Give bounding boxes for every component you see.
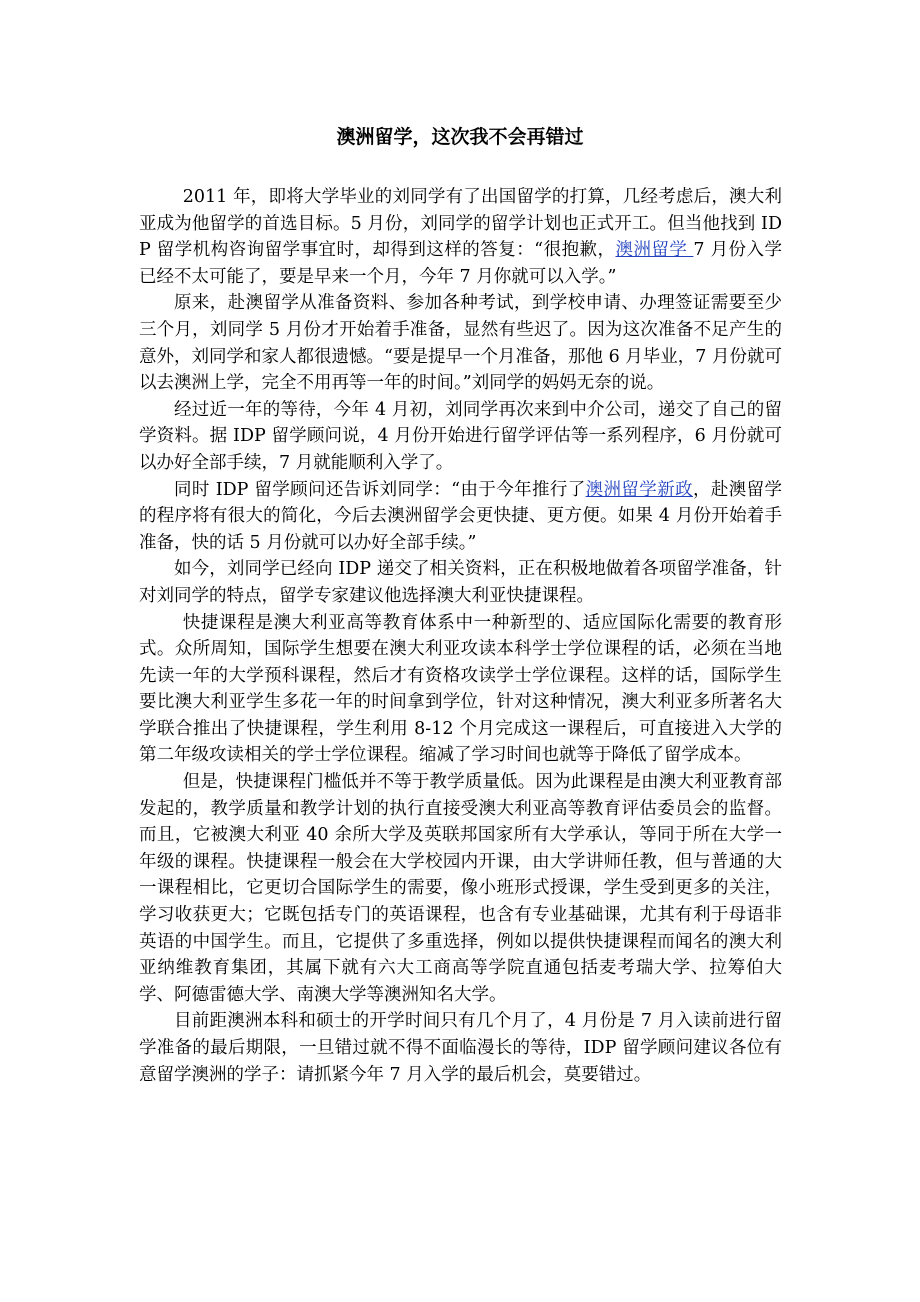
article-body: [139, 184, 782, 1088]
link-australia-study[interactable]: 澳洲留学: [615, 240, 694, 261]
paragraph-4: [139, 477, 782, 557]
link-australia-new-policy[interactable]: 澳洲留学新政: [585, 479, 693, 500]
paragraph-7: 但是，快捷课程门槛低并不等于教学质量低。因为此课程是由澳大利亚教育部发起的，教学质量和教学计划的执行直接受澳大利亚高等教育评估委员会的监督。而且，它被澳大利亚 40 余所大学及英联邦国家所有大学承认，等同于所在大学一年级的课程。快捷课程一般会在大学校园内开课，由大学讲师任教，但与普通的大一课程相比，它更切合国际学生的需要，像小班形式授课，学生受到更多的关注，学习收获更大；它既包括专门的英语课程，也含有专业基础课，尤其有利于母语非英语的中国学生。而且，它提供了多重选择，例如以提供快捷课程而闻名的澳大利亚纳维教育集团，其属下就有六大工商高等学院直通包括麦考瑞大学、拉筹伯大学、阿德雷德大学、南澳大学等澳洲知名大学。: [139, 772, 782, 1005]
paragraph-4-text-after: ，赴澳留学的程序将有很大的简化，今后去澳洲留学会更快捷、更方便。如果 4 月份开始着手准备，快的话 5 月份就可以办好全部手续。”: [139, 479, 783, 553]
paragraph-1-text-after: 7 月份入学已经不太可能了，要是早来一个月，今年 7 月你就可以入学。”: [139, 240, 783, 287]
paragraph-2: 原来，赴澳留学从准备资料、参加各种考试，到学校申请、办理签证需要至少三个月，刘同学 5 月份才开始着手准备，显然有些迟了。因为这次准备不足产生的意外，刘同学和家人都很遗憾。“要是提早一个月准备，那他 6 月毕业，7 月份就可以去澳洲上学，完全不用再等一年的时间。”刘同学的妈妈无奈的说。: [139, 293, 782, 394]
page-title: 澳洲留学，这次我不会再错过: [336, 126, 584, 148]
paragraph-1: [139, 184, 782, 290]
paragraph-8: 目前距澳洲本科和硕士的开学时间只有几个月了，4 月份是 7 月入读前进行留学准备的最后期限，一旦错过就不得不面临漫长的等待，IDP 留学顾问建议各位有意留学澳洲的学子：请抓紧今年 7 月入学的最后机会，莫要错过。: [139, 1011, 782, 1085]
paragraph-1-text-before: 2011 年，即将大学毕业的刘同学有了出国留学的打算，几经考虑后，澳大利亚成为他留学的首选目标。5 月份，刘同学的留学计划也正式开工。但当他找到 IDP 留学机构咨询留学事宜时，却得到这样的答复：“很抱歉，: [139, 187, 782, 261]
paragraph-6: 快捷课程是澳大利亚高等教育体系中一种新型的、适应国际化需要的教育形式。众所周知，国际学生想要在澳大利亚攻读本科学士学位课程的话，必须在当地先读一年的大学预科课程，然后才有资格攻读学士学位课程。这样的话，国际学生要比澳大利亚学生多花一年的时间拿到学位，针对这种情况，澳大利亚多所著名大学联合推出了快捷课程，学生利用 8-12 个月完成这一课程后，可直接进入大学的第二年级攻读相关的学士学位课程。缩减了学习时间也就等于降低了留学成本。: [139, 612, 782, 766]
paragraph-3: 经过近一年的等待，今年 4 月初，刘同学再次来到中介公司，递交了自己的留学资料。据 IDP 留学顾问说，4 月份开始进行留学评估等一系列程序，6 月份就可以办好全部手续，7 月就能顺利入学了。: [139, 399, 782, 473]
paragraph-5: 如今，刘同学已经向 IDP 递交了相关资料，正在积极地做着各项留学准备，针对刘同学的特点，留学专家建议他选择澳大利亚快捷课程。: [139, 559, 782, 606]
paragraph-4-text-before: 同时 IDP 留学顾问还告诉刘同学：“由于今年推行了: [174, 479, 586, 500]
